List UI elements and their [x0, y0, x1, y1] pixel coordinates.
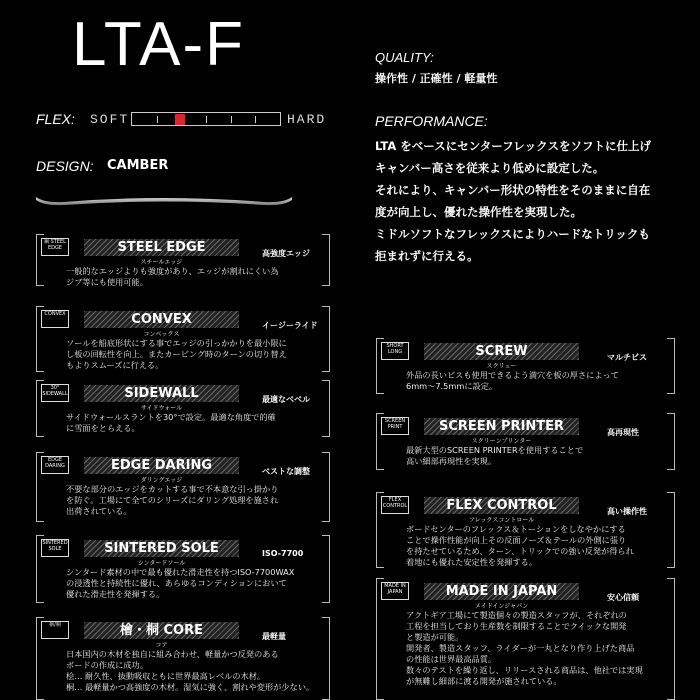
screen-printer-icon: SCREEN PRINT	[381, 417, 409, 435]
wood-core-icon: 檜/桐	[41, 621, 69, 639]
feature-description-line: ボードセンターのフレックス＆トーションをしなやかにする	[406, 524, 626, 534]
feature-description-line: 6mm〜7.5mmに設定。	[406, 381, 498, 391]
steel-edge-icon: 鋼 STEEL EDGE	[41, 238, 69, 256]
edge-daring-icon: EDGE DARING	[41, 456, 69, 474]
performance-line: 度が向上し、優れた操作性を実現した。	[375, 205, 582, 219]
feature-subtitle: コア	[155, 642, 168, 649]
design-value: CAMBER	[107, 158, 169, 173]
feature-description-line: ボードの作成に成功。	[66, 660, 148, 670]
feature-description-line: 開発者、製造スタッフ、ライダーが一丸となり作り上げた商品	[406, 643, 635, 653]
feature-description	[66, 338, 287, 371]
feature-subtitle: コンベックス	[143, 331, 180, 338]
flex-gauge-tick	[157, 116, 158, 123]
feature-subtitle: シンタードソール	[137, 560, 186, 567]
feature-description-line: サイドウォールスラントを30°で設定。最適な角度で的確	[66, 412, 276, 422]
feature-description	[406, 524, 634, 568]
feature-description-line: 桧… 耐久性、抜動吸収ともに世界最高レベルの木材。	[66, 671, 266, 681]
feature-tag: 高再現性	[607, 428, 639, 437]
feature-description-line: と製造が可能。	[406, 632, 464, 642]
feature-tag: 最適なベベル	[262, 395, 310, 404]
feature-tag: ISO-7700	[262, 549, 304, 558]
flex-gauge-tick	[231, 116, 232, 123]
feature-description	[66, 649, 314, 693]
feature-description-line: に雪面をとらえる。	[66, 423, 140, 433]
feature-tag: 高強度エッジ	[262, 249, 310, 258]
feature-description-line: し板の回転性を向上。またカービング時のターンの切り替え	[66, 349, 287, 359]
sintered-sole-icon: SINTERED SOLE	[41, 539, 69, 557]
feature-subtitle: ダリングエッジ	[140, 477, 183, 484]
flex-gauge-tick	[255, 116, 256, 123]
design-label: DESIGN:	[36, 158, 94, 174]
feature-description-line: 工程を担当しており生産数を制限することでクイックな開発	[406, 621, 627, 631]
feature-subtitle: サイドウォール	[140, 405, 183, 412]
feature-description-line: 桐… 最軽量かつ高強度の木材。湿気に強く、割れや変形が少ない。	[66, 682, 315, 692]
feature-bracket	[322, 535, 330, 603]
feature-bracket	[322, 452, 330, 522]
feature-description-line: 高い細部再現性を実現。	[406, 456, 497, 466]
feature-tag: 安心信頼	[607, 593, 639, 602]
feature-bracket	[322, 234, 330, 286]
feature-name: SCREW	[475, 344, 528, 359]
feature-name: SINTERED SOLE	[104, 541, 219, 556]
feature-bracket	[322, 617, 330, 700]
performance-line: それにより、キャンバー形状の特性をそのままに自在	[375, 183, 651, 197]
feature-bracket	[322, 306, 330, 372]
feature-description	[406, 445, 583, 467]
feature-description-line: ソールを船底形状にする事でエッジの引っかかりを最小限に	[66, 338, 287, 348]
quality-text: 操作性 / 正確性 / 軽量性	[375, 72, 498, 85]
feature-subtitle: フレックスコントロール	[468, 517, 535, 524]
feature-description-line: を持たせているため、ターン、トリックでの強い反発が得られ	[406, 546, 634, 556]
feature-name: CONVEX	[131, 312, 192, 327]
sidewall-icon: 30° SIDEWALL	[41, 384, 69, 402]
performance-line: 拒まれずに行える。	[375, 249, 479, 263]
feature-description-line: 不要な部分のエッジをカットする事で不本意な引っ掛かり	[66, 484, 279, 494]
feature-tag: 高い操作性	[607, 507, 647, 516]
feature-description-line: ジブ等にも使用可能。	[66, 277, 148, 287]
made-in-japan-icon: MADE IN JAPAN	[381, 582, 409, 600]
performance-line: LTA をベースにセンターフレックスをソフトに仕上げ	[375, 139, 651, 153]
flex-gauge	[131, 112, 281, 126]
feature-name: SCREEN PRINTER	[438, 419, 565, 434]
feature-subtitle: メイドインジャパン	[474, 603, 529, 610]
feature-description-line: 外品の長いビスも使用できるよう満穴を板の厚さによって	[406, 370, 619, 380]
feature-description-line: もよりスムーズに行える。	[66, 360, 164, 370]
performance-label: PERFORMANCE:	[375, 113, 488, 129]
feature-name: SIDEWALL	[124, 386, 199, 401]
feature-description	[406, 370, 619, 392]
flex-hard-label: HARD	[287, 112, 327, 127]
feature-description-line: の浸透性と持続性に優れ、あらゆるコンディションにおいて	[66, 578, 287, 588]
performance-text	[375, 135, 675, 267]
feature-description-line: 出荷されている。	[66, 506, 132, 516]
screw-icon: SHORT LONG	[381, 342, 409, 360]
flex-gauge-tick	[206, 116, 207, 123]
feature-name: EDGE DARING	[111, 458, 212, 473]
flex-label: FLEX:	[36, 111, 75, 127]
performance-line: ミドルソフトなフレックスによりハードなトリックも	[375, 227, 650, 241]
feature-name: FLEX CONTROL	[446, 498, 557, 513]
feature-name: MADE IN JAPAN	[445, 584, 558, 599]
feature-description-line: アクトギア工場にて製造個々の製造スタッフが、それぞれの	[406, 610, 627, 620]
feature-description-line: が無難し細部に渡る開発が施されている。	[406, 676, 562, 686]
feature-description-line: ことで操作性能が向上その反面ノーズ＆テールの外側に張り	[406, 535, 627, 545]
feature-name: 檜・桐 CORE	[119, 623, 203, 638]
feature-description	[66, 484, 278, 517]
feature-description-line: の性能は世界最高品質。	[406, 654, 497, 664]
feature-description	[66, 266, 279, 288]
feature-name: STEEL EDGE	[117, 240, 206, 255]
feature-description-line: 一般的なエッジよりも強度があり、エッジが割れにくい為	[66, 266, 279, 276]
feature-description-line: 数々のテストを繰り返し、リリースされる商品は、他社では実現	[406, 665, 643, 675]
feature-bracket	[667, 578, 675, 700]
feature-description	[66, 567, 294, 600]
camber-profile-icon	[34, 190, 294, 212]
feature-tag: イージーライド	[262, 321, 318, 330]
feature-description	[406, 610, 643, 687]
feature-tag: ベストな調整	[262, 467, 310, 476]
feature-tag: 最軽量	[262, 632, 286, 641]
feature-subtitle: スクリュー	[486, 363, 517, 370]
feature-bracket	[667, 413, 675, 470]
feature-description-line: 着地にも優れた安定性を発揮する。	[406, 557, 538, 567]
feature-description-line: 日本国内の木材を独自に組み合わせ、軽量かつ反発のある	[66, 649, 279, 659]
feature-description	[66, 412, 276, 434]
feature-description-line: シンタード素材の中で最も優れた滑走性を持つISO-7700WAX	[66, 567, 295, 577]
product-title: LTA-F	[72, 10, 246, 79]
quality-label: QUALITY:	[375, 50, 434, 65]
flex-control-icon: FLEX CONTROL	[381, 496, 409, 514]
feature-description-line: を防ぐ。工場にて全てのシリーズにダリング処理を施され	[66, 495, 279, 505]
flex-soft-label: SOFT	[90, 112, 130, 127]
flex-level-indicator	[175, 114, 185, 125]
performance-line: キャンバー高さを従来より低めに設定した。	[375, 161, 605, 175]
feature-subtitle: スクリーンプリンター	[471, 438, 532, 445]
feature-bracket	[667, 492, 675, 568]
feature-bracket	[667, 338, 675, 394]
feature-subtitle: スチールエッジ	[140, 259, 183, 266]
feature-bracket	[322, 380, 330, 437]
convex-icon: CONVEX	[41, 310, 69, 328]
feature-tag: マルチビス	[607, 353, 647, 362]
feature-description-line: 優れた滑走性を発揮する。	[66, 589, 165, 599]
feature-description-line: 最新大型のSCREEN PRINTERを使用することで	[406, 445, 584, 455]
